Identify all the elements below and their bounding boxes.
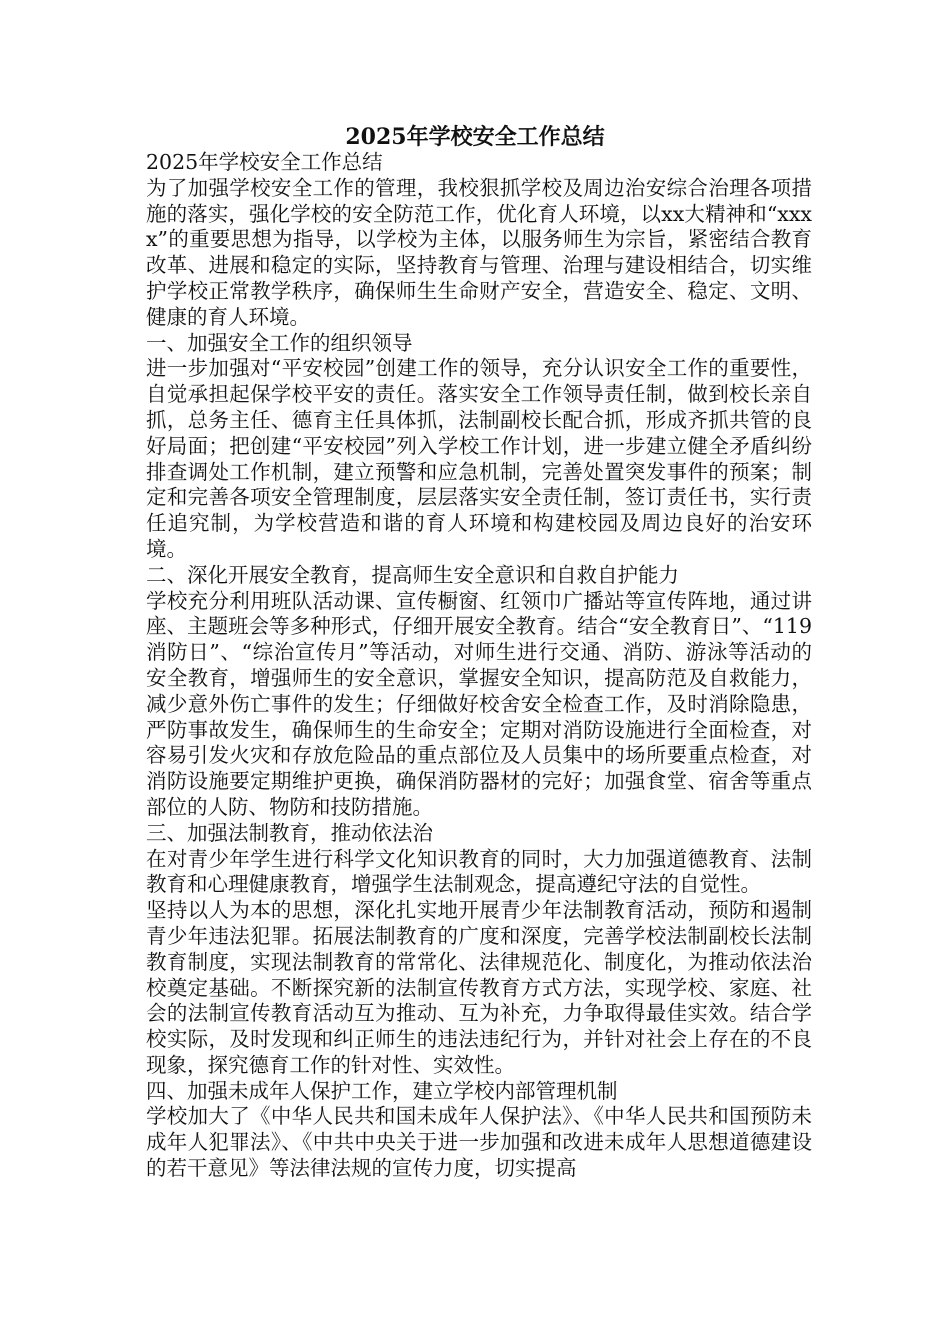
section-3-paragraph-1: 在对青少年学生进行科学文化知识教育的同时，大力加强道德教育、法制教育和心理健康教育，增强学生法制观念，提高遵纪守法的自觉性。	[146, 846, 812, 897]
document-body	[146, 150, 812, 1182]
section-heading-1: 一、加强安全工作的组织领导	[146, 330, 413, 355]
intro-paragraph: 为了加强学校安全工作的管理，我校狠抓学校及周边治安综合治理各项措施的落实，强化学校的安全防范工作，优化育人环境，以xx大精神和“xxxx”的重要思想为指导，以学校为主体，以服务师生为宗旨，紧密结合教育改革、进展和稳定的实际，坚持教育与管理、治理与建设相结合，切实维护学校正常教学秩序，确保师生生命财产安全，营造安全、稳定、文明、健康的育人环境。	[146, 175, 812, 329]
section-3-paragraph-2: 坚持以人为本的思想，深化扎实地开展青少年法制教育活动，预防和遏制青少年违法犯罪。拓展法制教育的广度和深度，完善学校法制副校长法制教育制度，实现法制教育的常常化、法律规范化、制度化，为推动依法治校奠定基础。不断探究新的法制宣传教育方式方法，实现学校、家庭、社会的法制宣传教育活动互为推动、互为补充，力争取得最佳实效。结合学校实际，及时发现和纠正师生的违法违纪行为，并针对社会上存在的不良现象，探究德育工作的针对性、实效性。	[146, 898, 812, 1077]
section-2-paragraph: 学校充分利用班队活动课、宣传橱窗、红领巾广播站等宣传阵地，通过讲座、主题班会等多种形式，仔细开展安全教育。结合“安全教育日”、“119消防日”、“综治宣传月”等活动，对师生进行交通、消防、游泳等活动的安全教育，增强师生的安全意识，掌握安全知识，提高防范及自救能力，减少意外伤亡事件的发生；仔细做好校舍安全检查工作，及时消除隐患，严防事故发生，确保师生的生命安全；定期对消防设施进行全面检查，对容易引发火灾和存放危险品的重点部位及人员集中的场所要重点检查，对消防设施要定期维护更换，确保消防器材的完好；加强食堂、宿舍等重点部位的人防、物防和技防措施。	[146, 588, 812, 819]
section-heading-2: 二、深化开展安全教育，提高师生安全意识和自救自护能力	[146, 562, 679, 587]
section-heading-3: 三、加强法制教育，推动依法治	[146, 820, 433, 845]
subtitle-line: 2025年学校安全工作总结	[146, 150, 383, 174]
document-title: 2025年学校安全工作总结	[345, 124, 605, 150]
section-4-paragraph: 学校加大了《中华人民共和国未成年人保护法》、《中华人民共和国预防未成年人犯罪法》、《中共中央关于进一步加强和改进未成年人思想道德建设的若干意见》等法律法规的宣传力度，切实提高	[146, 1104, 812, 1181]
section-1-paragraph: 进一步加强对“平安校园”创建工作的领导，充分认识安全工作的重要性，自觉承担起保学校平安的责任。落实安全工作领导责任制，做到校长亲自抓，总务主任、德育主任具体抓，法制副校长配合抓，形成齐抓共管的良好局面；把创建“平安校园”列入学校工作计划，进一步建立健全矛盾纠纷排查调处工作机制，建立预警和应急机制，完善处置突发事件的预案；制定和完善各项安全管理制度，层层落实安全责任制，签订责任书，实行责任追究制，为学校营造和谐的育人环境和构建校园及周边良好的治安环境。	[146, 356, 812, 561]
section-heading-4: 四、加强未成年人保护工作，建立学校内部管理机制	[146, 1078, 618, 1103]
